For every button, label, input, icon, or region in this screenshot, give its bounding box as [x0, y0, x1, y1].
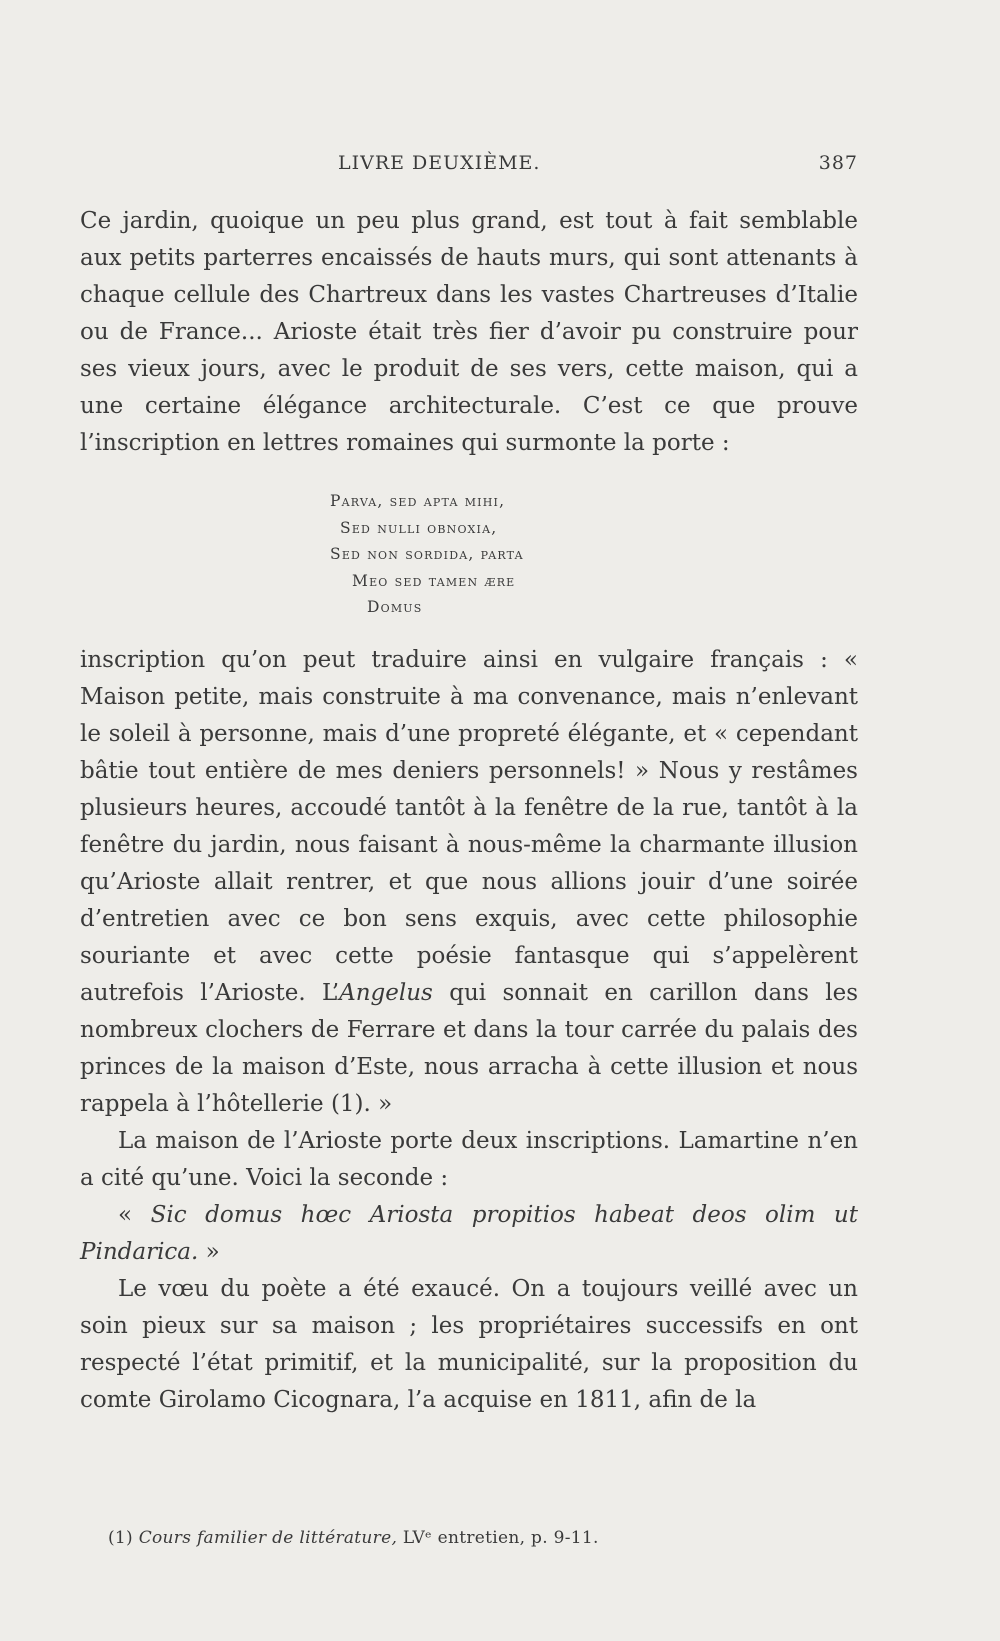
page-number: 387	[818, 152, 858, 174]
paragraph-1: Ce jardin, quoique un peu plus grand, est tout à fait semblable aux petits parterres encaissés de hauts murs, qui sont attenants à chaque cellule des Chartreux dans les vastes Chartreuses d’Italie ou de France... Arioste était très fier d’avoir pu construire pour ses vieux jours, avec le produit de ses vers, cette maison, qui a une certaine élégance architecturale. C’est ce que prouve l’inscription en lettres romaines qui surmonte la porte :	[80, 208, 858, 456]
page-body	[80, 203, 858, 1419]
paragraph-2-end: qui sonnait en carillon dans les nombreux clochers de Ferrare et dans la tour carrée du palais des princes de la maison d’Este, nous arracha à cette illusion et nous rappela à l’hôtellerie (1). »	[80, 979, 859, 1117]
latin-quote: Sic domus hœc Ariosta propitios habeat deos olim ut Pindarica.	[80, 1201, 858, 1265]
footnote-rest: LVᵉ entretien, p. 9-11.	[397, 1528, 599, 1548]
quote-open: «	[118, 1201, 151, 1228]
angelus-word: Angelus	[339, 979, 433, 1006]
running-title: LIVRE DEUXIÈME.	[338, 152, 541, 174]
paragraph-3: La maison de l’Arioste porte deux inscriptions. Lamartine n’en a cité qu’une. Voici la seconde :	[80, 1127, 858, 1191]
quote-close: »	[198, 1238, 220, 1265]
footnote-marker: (1)	[108, 1528, 133, 1548]
footnote-title: Cours familier de littérature,	[138, 1528, 398, 1548]
inscription-line-5: Domus	[367, 598, 423, 616]
paragraph-4	[80, 1197, 858, 1271]
page-header	[80, 152, 858, 182]
inscription-line-4: Meo sed tamen ære	[352, 571, 516, 590]
paragraph-2-text: inscription qu’on peut traduire ainsi en vulgaire français : « Maison petite, mais construite à ma convenance, mais n’enlevant le soleil à personne, mais d’une propreté élégante, et « cependant bâtie tout entière de mes deniers personnels! » Nous y restâmes plusieurs heures, accoudé tantôt à la fenêtre de la rue, tantôt à la fenêtre du jardin, nous faisant à nous-même la charmante illusion qu’Arioste allait rentrer, et que nous allions jouir d’une soirée d’entretien avec ce bon sens exquis, avec cette philosophie souriante et avec cette poésie fantasque qui s’appelèrent autrefois l’Arioste.	[80, 646, 858, 1006]
paragraph-2	[80, 642, 858, 1123]
latin-inscription	[330, 488, 858, 621]
inscription-line-2: Sed nulli obnoxia,	[340, 518, 498, 537]
footnote	[108, 1528, 858, 1548]
paragraph-5: Le vœu du poète a été exaucé. On a toujours veillé avec un soin pieux sur sa maison ; les propriétaires successifs en ont respecté l’état primitif, et la municipalité, sur la proposition du comte Girolamo Cicognara, l’a acquise en 1811, afin de la	[80, 1275, 858, 1413]
inscription-line-3: Sed non sordida, parta	[330, 545, 524, 563]
inscription-line-1: Parva, sed apta mihi,	[330, 492, 506, 510]
angelus-article: L’	[322, 979, 340, 1006]
